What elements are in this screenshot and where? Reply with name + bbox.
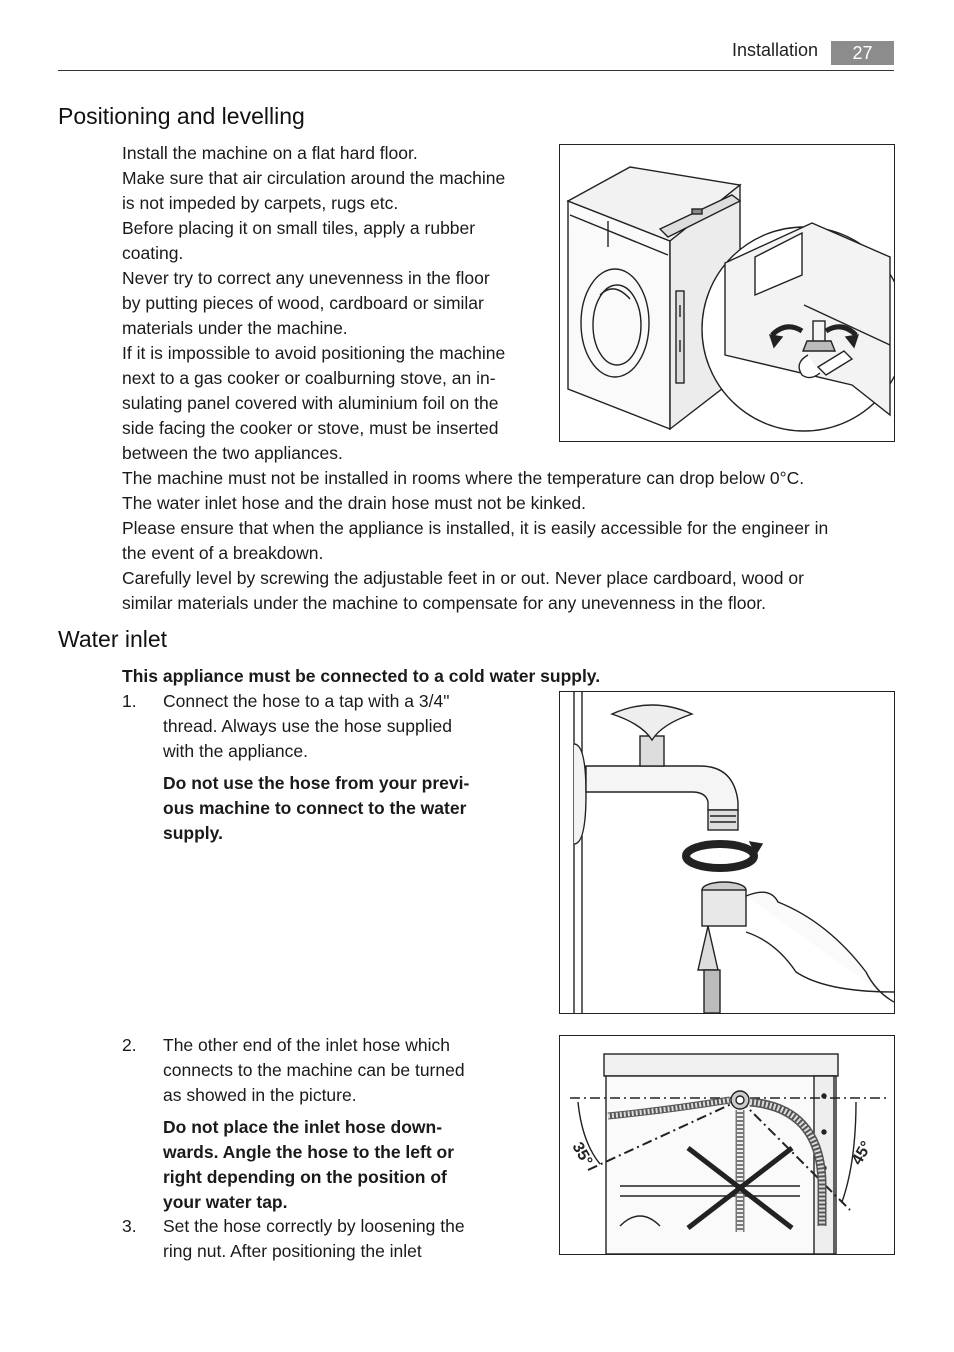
- step3-text: [163, 1214, 465, 1264]
- text-line: ous machine to connect to the water: [163, 798, 467, 818]
- text-line: materials under the machine.: [122, 318, 348, 338]
- page-number: 27: [831, 41, 894, 65]
- text-line: connects to the machine can be turned: [163, 1060, 465, 1080]
- text-line: Never try to correct any unevenness in the floor: [122, 268, 490, 288]
- levelling-illustration: [559, 144, 895, 442]
- section-label: Installation: [731, 40, 818, 60]
- text-line: between the two appliances.: [122, 443, 343, 463]
- step1-text: [163, 689, 452, 764]
- text-line: side facing the cooker or stove, must be inserted: [122, 418, 499, 438]
- positioning-text-narrow: [122, 141, 505, 466]
- text-line: by putting pieces of wood, cardboard or similar: [122, 293, 484, 313]
- hose-angle-drawing: [560, 1036, 894, 1254]
- positioning-heading: Positioning and levelling: [58, 103, 305, 129]
- text-line: Connect the hose to a tap with a 3/4": [163, 691, 450, 711]
- text-line: Carefully level by screwing the adjustable feet in or out. Never place cardboard, wood or: [122, 568, 804, 588]
- step-number: 2.: [122, 1035, 137, 1055]
- tap-hose-drawing: [560, 692, 894, 1013]
- text-line: thread. Always use the hose supplied: [163, 716, 452, 736]
- text-line: Set the hose correctly by loosening the: [163, 1216, 465, 1236]
- washing-machine-levelling-drawing: [560, 145, 894, 441]
- water-inlet-heading: Water inlet: [58, 626, 168, 652]
- text-line: coating.: [122, 243, 184, 263]
- step2-text: [163, 1033, 465, 1108]
- text-line: as showed in the picture.: [163, 1085, 357, 1105]
- header-divider: [58, 70, 894, 71]
- tap-connection-illustration: [559, 691, 895, 1014]
- text-line: right depending on the position of: [163, 1167, 447, 1187]
- text-line: your water tap.: [163, 1192, 288, 1212]
- text-line: is not impeded by carpets, rugs etc.: [122, 193, 399, 213]
- step2-note: [163, 1115, 454, 1215]
- text-line: Install the machine on a flat hard floor.: [122, 143, 418, 163]
- text-line: Please ensure that when the appliance is installed, it is easily accessible for the engineer in: [122, 518, 829, 538]
- text-line: The other end of the inlet hose which: [163, 1035, 450, 1055]
- text-line: next to a gas cooker or coalburning stove, an in-: [122, 368, 496, 388]
- cold-water-warning: [122, 664, 600, 689]
- text-line: wards. Angle the hose to the left or: [163, 1142, 455, 1162]
- text-line: the event of a breakdown.: [122, 543, 324, 563]
- text-line: Do not use the hose from your previ-: [163, 773, 470, 793]
- text-line: Make sure that air circulation around the machine: [122, 168, 506, 188]
- text-line: If it is impossible to avoid positioning the machine: [122, 343, 506, 363]
- text-line: Before placing it on small tiles, apply a rubber: [122, 218, 476, 238]
- hose-angle-illustration: [559, 1035, 895, 1255]
- step-number: 3.: [122, 1216, 137, 1236]
- text-line: similar materials under the machine to compensate for any unevenness in the floor.: [122, 593, 766, 613]
- text-line: with the appliance.: [163, 741, 308, 761]
- text-line: ring nut. After positioning the inlet: [163, 1241, 422, 1261]
- angle-35-label: 35°: [568, 1139, 596, 1169]
- text-line: The machine must not be installed in rooms where the temperature can drop below 0°C.: [122, 468, 805, 488]
- text-line: The water inlet hose and the drain hose must not be kinked.: [122, 493, 587, 513]
- step1-note: [163, 771, 469, 846]
- step-number: 1.: [122, 691, 137, 711]
- warning-text: This appliance must be connected to a cold water supply.: [122, 666, 601, 686]
- text-line: sulating panel covered with aluminium foil on the: [122, 393, 499, 413]
- positioning-text-wide: [122, 466, 828, 616]
- text-line: Do not place the inlet hose down-: [163, 1117, 443, 1137]
- angle-45-label: 45°: [848, 1138, 876, 1168]
- text-line: supply.: [163, 823, 223, 843]
